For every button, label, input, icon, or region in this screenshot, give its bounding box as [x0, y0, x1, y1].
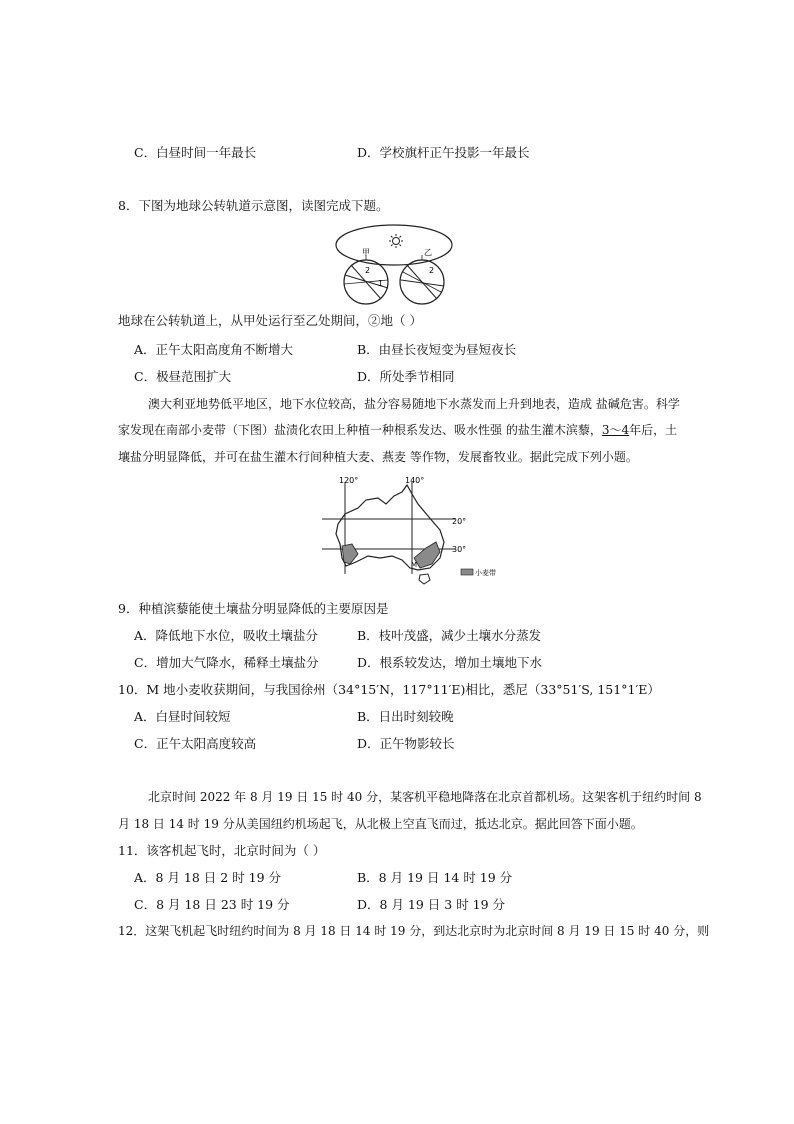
q10-option-b: B．日出时刻较晚 — [357, 709, 454, 724]
q10-option-c: C．正午太阳高度较高 — [134, 736, 257, 751]
label-jia: 甲 — [362, 248, 370, 257]
q11-option-c: C．8 月 18 日 23 时 19 分 — [134, 897, 290, 912]
q9-option-b: B．枝叶茂盛，减少土壤水分蒸发 — [357, 628, 542, 643]
passage2-line1: 北京时间 2022 年 8 月 19 日 15 时 40 分，某客机平稳地降落在北京首都机场。这架客机于纽约时间 8 — [148, 790, 702, 804]
q10-stem: 10．M 地小麦收获期间，与我国徐州（34°15′N，117°11′E)相比，悉尼（33°51′S, 151°1′E） — [118, 682, 660, 697]
passage1-line2: 家发现在南部小麦带（下图）盐渍化农田上种植一种根系发达、吸水性强 的盐生灌木滨藜，3～4年后，土 — [118, 423, 678, 437]
legend-swatch — [461, 569, 473, 575]
q8-option-c: C．极昼范围扩大 — [134, 369, 232, 384]
passage1-line1: 澳大利亚地势低平地区，地下水位较高，盐分容易随地下水蒸发而上升到地表，造成 盐碱危害。科学 — [148, 397, 680, 411]
q12-stem: 12．这架飞机起飞时纽约时间为 8 月 18 日 14 时 19 分，到达北京时为北京时间 8 月 19 日 15 时 40 分，则 — [118, 924, 710, 938]
q9-stem: 9．种植滨藜能使土壤盐分明显降低的主要原因是 — [118, 601, 389, 616]
q10-option-d: D．正午物影较长 — [357, 736, 455, 751]
lon-120-label: 120° — [339, 476, 359, 485]
lat-20-label: 20° — [452, 517, 467, 526]
label-1-left: 1 — [378, 279, 384, 288]
q8-stem: 8．下图为地球公转轨道示意图，读图完成下题。 — [118, 198, 389, 213]
q11-option-b: B．8 月 19 日 14 时 19 分 — [357, 870, 513, 885]
tasmania-outline — [419, 574, 430, 584]
q7-option-d: D．学校旗杆正午投影一年最长 — [357, 145, 530, 160]
q9-option-d: D．根系较发达，增加土壤地下水 — [357, 655, 543, 670]
wheat-belt-east — [414, 542, 440, 568]
q8-question: 地球在公转轨道上，从甲处运行至乙处期间，②地（ ） — [118, 313, 422, 328]
passage1-underlined-years: 3～4 — [601, 423, 630, 437]
q10-option-a: A．白昼时间较短 — [134, 709, 231, 724]
label-2-right: 2 — [429, 266, 435, 275]
passage1-line3: 壤盐分明显降低，并可在盐生灌木行间种植大麦、燕麦 等作物，发展畜牧业。据此完成下列小题。 — [118, 450, 638, 464]
q9-option-a: A．降低地下水位，吸收土壤盐分 — [134, 628, 319, 643]
label-2-left: 2 — [365, 266, 371, 275]
q11-stem: 11．该客机起飞时，北京时间为（ ） — [118, 843, 326, 858]
label-yi: 乙 — [424, 248, 432, 257]
q7-option-c: C．白昼时间一年最长 — [134, 145, 257, 160]
lat-30-label: 30° — [452, 545, 467, 554]
m-label: M — [411, 561, 418, 569]
legend-label: 小麦带 — [475, 569, 496, 577]
passage2-line2: 月 18 日 14 时 19 分从美国纽约机场起飞，从北极上空直飞而过，抵达北京。据此回答下面小题。 — [118, 817, 643, 831]
sun-icon — [389, 234, 403, 248]
orbit-ellipse — [336, 225, 452, 265]
australia-map — [0, 474, 794, 589]
q11-option-d: D．8 月 19 日 3 时 19 分 — [357, 897, 506, 912]
q8-option-b: B．由昼长夜短变为昼短夜长 — [357, 342, 517, 357]
q8-option-d: D．所处季节相同 — [357, 369, 455, 384]
q8-option-a: A．正午太阳高度角不断增大 — [134, 342, 294, 357]
wheat-belt-west — [342, 544, 358, 564]
lon-140-label: 140° — [405, 476, 425, 485]
q9-option-c: C．增加大气降水，稀释土壤盐分 — [134, 655, 319, 670]
q11-option-a: A．8 月 18 日 2 时 19 分 — [134, 870, 282, 885]
